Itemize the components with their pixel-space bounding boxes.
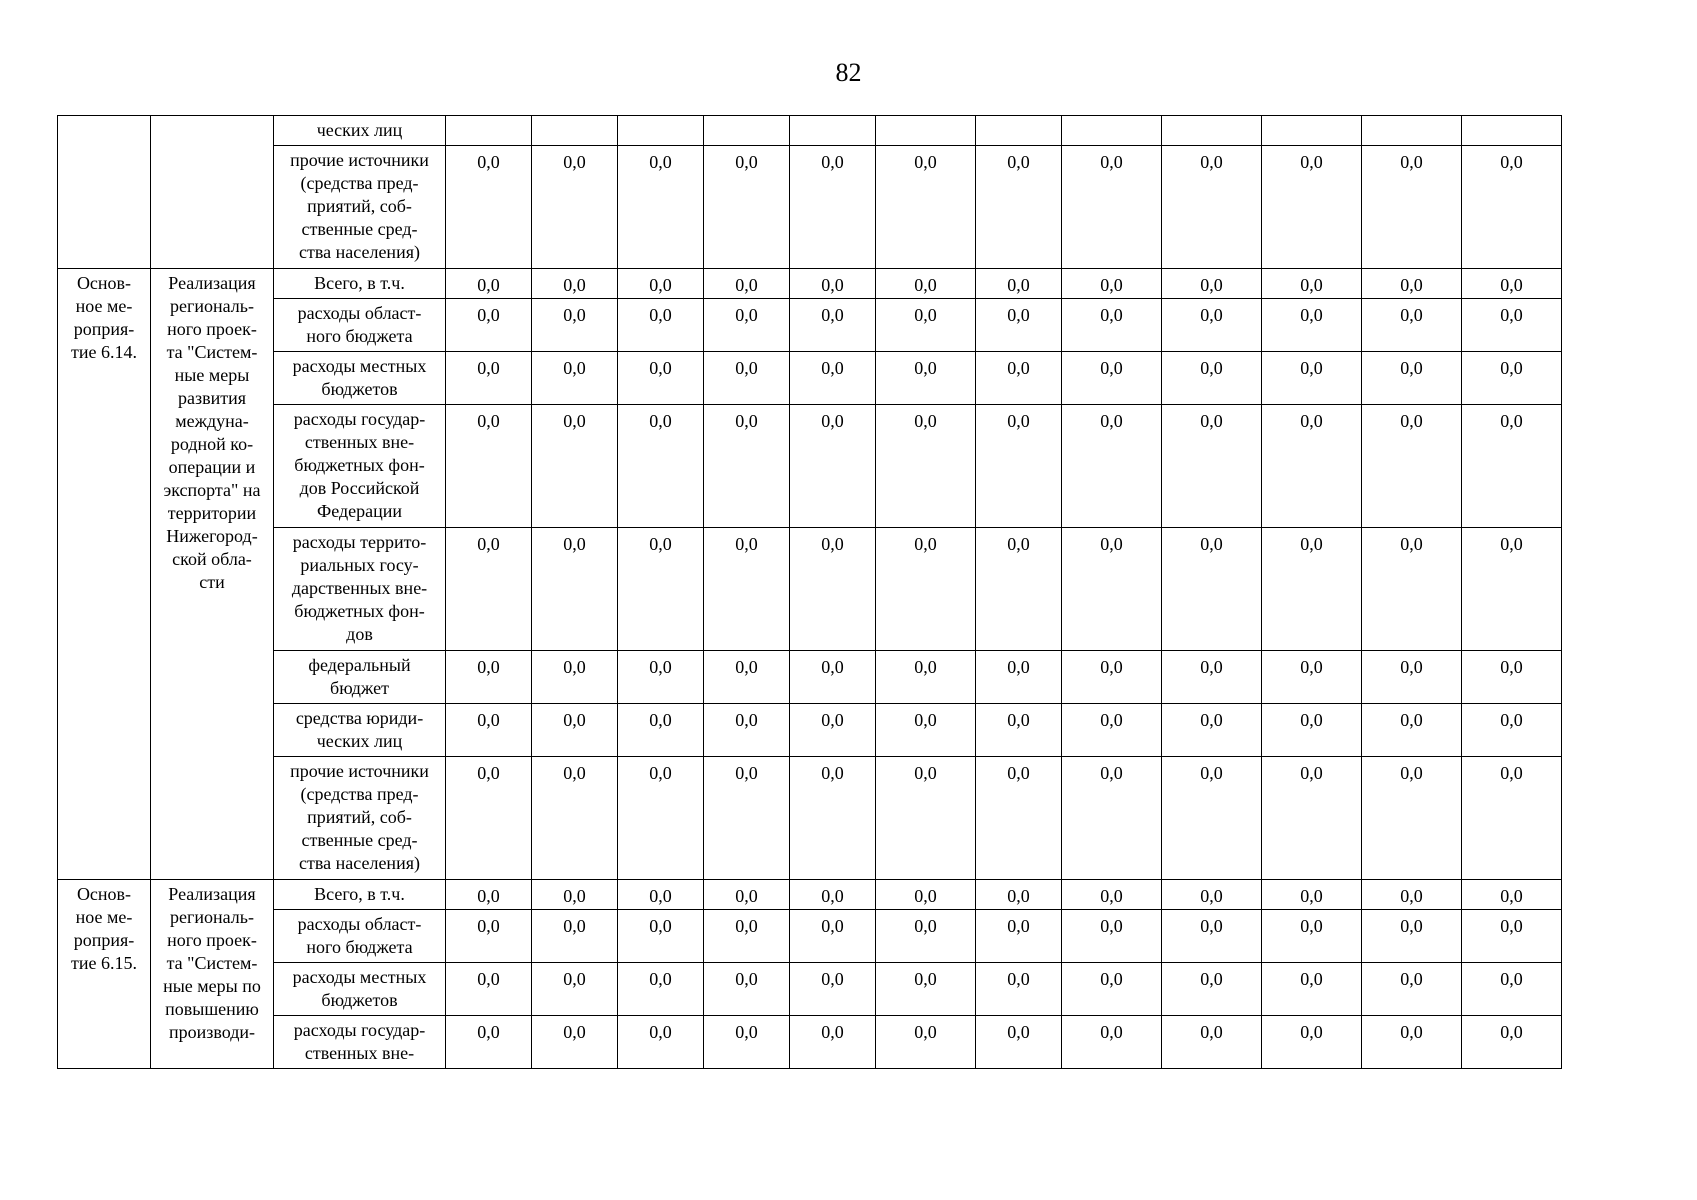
value-cell: 0,0	[1162, 299, 1262, 352]
value-cell: 0,0	[790, 880, 876, 910]
value-cell: 0,0	[1062, 528, 1162, 651]
value-cell: 0,0	[618, 352, 704, 405]
value-cell: 0,0	[790, 269, 876, 299]
value-cell: 0,0	[446, 269, 532, 299]
value-cell: 0,0	[1062, 405, 1162, 528]
value-cell: 0,0	[1462, 651, 1562, 704]
value-cell: 0,0	[976, 651, 1062, 704]
value-cell: 0,0	[532, 757, 618, 880]
value-cell: 0,0	[446, 704, 532, 757]
value-cell: 0,0	[704, 146, 790, 269]
value-cell: 0,0	[1462, 269, 1562, 299]
value-cell: 0,0	[1462, 704, 1562, 757]
value-cell: 0,0	[876, 651, 976, 704]
value-cell: 0,0	[446, 299, 532, 352]
value-cell: 0,0	[618, 704, 704, 757]
value-cell: 0,0	[1262, 405, 1362, 528]
value-cell: 0,0	[1062, 880, 1162, 910]
table-row	[58, 405, 1562, 528]
value-cell: 0,0	[704, 405, 790, 528]
table-row	[58, 963, 1562, 1016]
funding-source-cell: расходы террито- риальных госу- дарственных вне- бюджетных фон- дов	[274, 528, 446, 651]
value-cell: 0,0	[704, 651, 790, 704]
funding-source-cell: расходы государ- ственных вне-	[274, 1016, 446, 1069]
value-cell: 0,0	[1162, 405, 1262, 528]
funding-source-cell: средства юриди- ческих лиц	[274, 704, 446, 757]
value-cell: 0,0	[1462, 880, 1562, 910]
value-cell: 0,0	[790, 405, 876, 528]
value-cell: 0,0	[1062, 651, 1162, 704]
value-cell: 0,0	[1262, 269, 1362, 299]
value-cell	[1062, 116, 1162, 146]
value-cell: 0,0	[1262, 880, 1362, 910]
value-cell: 0,0	[1062, 757, 1162, 880]
value-cell: 0,0	[532, 405, 618, 528]
value-cell	[1162, 116, 1262, 146]
value-cell: 0,0	[1262, 299, 1362, 352]
funding-source-cell: прочие источники (средства пред- приятий, соб- ственные сред- ства населения)	[274, 757, 446, 880]
value-cell: 0,0	[446, 405, 532, 528]
value-cell: 0,0	[618, 269, 704, 299]
value-cell: 0,0	[1162, 910, 1262, 963]
value-cell: 0,0	[532, 299, 618, 352]
value-cell: 0,0	[1162, 146, 1262, 269]
value-cell: 0,0	[1062, 910, 1162, 963]
table-row	[58, 880, 1562, 910]
value-cell: 0,0	[446, 528, 532, 651]
value-cell: 0,0	[1162, 757, 1262, 880]
value-cell: 0,0	[1462, 963, 1562, 1016]
table-row	[58, 269, 1562, 299]
value-cell: 0,0	[1462, 299, 1562, 352]
value-cell: 0,0	[976, 963, 1062, 1016]
project-name-cell: Реализация региональ- ного проек- та "Систем- ные меры по повышению производи-	[151, 880, 274, 1069]
value-cell	[976, 116, 1062, 146]
value-cell: 0,0	[790, 910, 876, 963]
value-cell: 0,0	[704, 528, 790, 651]
value-cell: 0,0	[1262, 1016, 1362, 1069]
value-cell: 0,0	[790, 963, 876, 1016]
funding-source-cell: ческих лиц	[274, 116, 446, 146]
value-cell: 0,0	[1362, 299, 1462, 352]
value-cell: 0,0	[1162, 352, 1262, 405]
value-cell: 0,0	[790, 352, 876, 405]
value-cell: 0,0	[876, 757, 976, 880]
value-cell: 0,0	[1262, 704, 1362, 757]
value-cell: 0,0	[876, 405, 976, 528]
value-cell: 0,0	[790, 1016, 876, 1069]
value-cell: 0,0	[1262, 146, 1362, 269]
value-cell: 0,0	[532, 528, 618, 651]
value-cell: 0,0	[532, 352, 618, 405]
value-cell: 0,0	[618, 963, 704, 1016]
project-name-cell	[151, 116, 274, 269]
value-cell: 0,0	[704, 880, 790, 910]
value-cell: 0,0	[1362, 651, 1462, 704]
value-cell: 0,0	[532, 651, 618, 704]
value-cell: 0,0	[976, 405, 1062, 528]
table-row	[58, 757, 1562, 880]
value-cell: 0,0	[1262, 352, 1362, 405]
value-cell: 0,0	[876, 704, 976, 757]
value-cell: 0,0	[1462, 757, 1562, 880]
measure-cell: Основ- ное ме- роприя- тие 6.15.	[58, 880, 151, 1069]
value-cell	[876, 116, 976, 146]
value-cell: 0,0	[976, 757, 1062, 880]
value-cell: 0,0	[618, 528, 704, 651]
value-cell: 0,0	[618, 910, 704, 963]
value-cell: 0,0	[976, 880, 1062, 910]
funding-source-cell: расходы государ- ственных вне- бюджетных фон- дов Российской Федерации	[274, 405, 446, 528]
value-cell: 0,0	[1462, 910, 1562, 963]
value-cell: 0,0	[876, 299, 976, 352]
value-cell: 0,0	[1362, 528, 1462, 651]
value-cell: 0,0	[1162, 528, 1262, 651]
value-cell: 0,0	[1362, 352, 1462, 405]
funding-source-cell: расходы област- ного бюджета	[274, 910, 446, 963]
funding-source-cell: федеральный бюджет	[274, 651, 446, 704]
value-cell: 0,0	[1062, 704, 1162, 757]
table-row	[58, 910, 1562, 963]
table-row	[58, 704, 1562, 757]
value-cell: 0,0	[790, 299, 876, 352]
value-cell: 0,0	[876, 528, 976, 651]
value-cell: 0,0	[1462, 352, 1562, 405]
value-cell: 0,0	[1062, 352, 1162, 405]
value-cell: 0,0	[876, 269, 976, 299]
table-row	[58, 1016, 1562, 1069]
value-cell: 0,0	[790, 704, 876, 757]
value-cell: 0,0	[1362, 910, 1462, 963]
value-cell: 0,0	[704, 352, 790, 405]
value-cell: 0,0	[1262, 757, 1362, 880]
value-cell: 0,0	[618, 651, 704, 704]
value-cell: 0,0	[876, 963, 976, 1016]
measure-cell: Основ- ное ме- роприя- тие 6.14.	[58, 269, 151, 880]
value-cell: 0,0	[976, 269, 1062, 299]
value-cell: 0,0	[1062, 299, 1162, 352]
value-cell: 0,0	[532, 1016, 618, 1069]
value-cell	[1462, 116, 1562, 146]
value-cell: 0,0	[1262, 651, 1362, 704]
value-cell: 0,0	[618, 405, 704, 528]
value-cell: 0,0	[1262, 528, 1362, 651]
table-row	[58, 352, 1562, 405]
value-cell: 0,0	[704, 299, 790, 352]
value-cell: 0,0	[704, 757, 790, 880]
funding-source-cell: прочие источники (средства пред- приятий, соб- ственные сред- ства населения)	[274, 146, 446, 269]
value-cell: 0,0	[976, 146, 1062, 269]
value-cell: 0,0	[1162, 269, 1262, 299]
value-cell: 0,0	[1062, 963, 1162, 1016]
funding-source-cell: расходы местных бюджетов	[274, 963, 446, 1016]
value-cell: 0,0	[532, 880, 618, 910]
value-cell: 0,0	[532, 146, 618, 269]
table-row	[58, 146, 1562, 269]
value-cell: 0,0	[446, 352, 532, 405]
value-cell: 0,0	[976, 352, 1062, 405]
funding-source-cell: расходы област- ного бюджета	[274, 299, 446, 352]
value-cell: 0,0	[790, 146, 876, 269]
value-cell: 0,0	[790, 757, 876, 880]
value-cell: 0,0	[976, 1016, 1062, 1069]
value-cell	[704, 116, 790, 146]
value-cell: 0,0	[1362, 704, 1462, 757]
value-cell: 0,0	[446, 146, 532, 269]
value-cell: 0,0	[618, 146, 704, 269]
value-cell: 0,0	[532, 963, 618, 1016]
value-cell: 0,0	[1062, 146, 1162, 269]
value-cell	[790, 116, 876, 146]
value-cell: 0,0	[876, 880, 976, 910]
funding-source-cell: расходы местных бюджетов	[274, 352, 446, 405]
value-cell: 0,0	[790, 651, 876, 704]
value-cell: 0,0	[976, 299, 1062, 352]
value-cell: 0,0	[618, 299, 704, 352]
value-cell: 0,0	[1462, 405, 1562, 528]
value-cell: 0,0	[976, 704, 1062, 757]
value-cell: 0,0	[876, 1016, 976, 1069]
budget-table	[57, 115, 1562, 1069]
value-cell: 0,0	[1162, 880, 1262, 910]
value-cell: 0,0	[1462, 528, 1562, 651]
value-cell	[446, 116, 532, 146]
value-cell: 0,0	[446, 963, 532, 1016]
value-cell: 0,0	[618, 757, 704, 880]
value-cell: 0,0	[1362, 757, 1462, 880]
value-cell: 0,0	[532, 910, 618, 963]
funding-source-cell: Всего, в т.ч.	[274, 880, 446, 910]
value-cell: 0,0	[876, 910, 976, 963]
value-cell: 0,0	[1162, 704, 1262, 757]
value-cell	[1262, 116, 1362, 146]
value-cell: 0,0	[976, 910, 1062, 963]
value-cell: 0,0	[446, 757, 532, 880]
value-cell: 0,0	[446, 880, 532, 910]
value-cell: 0,0	[532, 704, 618, 757]
value-cell: 0,0	[1262, 963, 1362, 1016]
value-cell: 0,0	[1462, 146, 1562, 269]
value-cell: 0,0	[1362, 963, 1462, 1016]
value-cell: 0,0	[1362, 146, 1462, 269]
value-cell: 0,0	[1162, 1016, 1262, 1069]
value-cell	[618, 116, 704, 146]
value-cell: 0,0	[1362, 880, 1462, 910]
value-cell	[1362, 116, 1462, 146]
value-cell: 0,0	[704, 1016, 790, 1069]
table-row	[58, 299, 1562, 352]
value-cell: 0,0	[1362, 269, 1462, 299]
value-cell: 0,0	[532, 269, 618, 299]
value-cell: 0,0	[1362, 405, 1462, 528]
value-cell: 0,0	[704, 963, 790, 1016]
value-cell: 0,0	[704, 704, 790, 757]
value-cell: 0,0	[1262, 910, 1362, 963]
value-cell: 0,0	[790, 528, 876, 651]
value-cell: 0,0	[1062, 1016, 1162, 1069]
value-cell: 0,0	[1462, 1016, 1562, 1069]
table-row	[58, 651, 1562, 704]
value-cell: 0,0	[446, 651, 532, 704]
project-name-cell: Реализация региональ- ного проек- та "Систем- ные меры развития междуна- родной ко- операции и экспорта" на территории Нижегород- ской обла- сти	[151, 269, 274, 880]
value-cell: 0,0	[618, 880, 704, 910]
value-cell: 0,0	[704, 269, 790, 299]
value-cell: 0,0	[1162, 963, 1262, 1016]
value-cell: 0,0	[618, 1016, 704, 1069]
measure-cell	[58, 116, 151, 269]
funding-source-cell: Всего, в т.ч.	[274, 269, 446, 299]
table-row	[58, 116, 1562, 146]
value-cell: 0,0	[704, 910, 790, 963]
page-number: 82	[835, 58, 862, 87]
value-cell: 0,0	[1062, 269, 1162, 299]
value-cell: 0,0	[876, 352, 976, 405]
value-cell: 0,0	[876, 146, 976, 269]
value-cell: 0,0	[446, 1016, 532, 1069]
value-cell: 0,0	[1362, 1016, 1462, 1069]
table-row	[58, 528, 1562, 651]
value-cell	[532, 116, 618, 146]
value-cell: 0,0	[976, 528, 1062, 651]
value-cell: 0,0	[1162, 651, 1262, 704]
value-cell: 0,0	[446, 910, 532, 963]
